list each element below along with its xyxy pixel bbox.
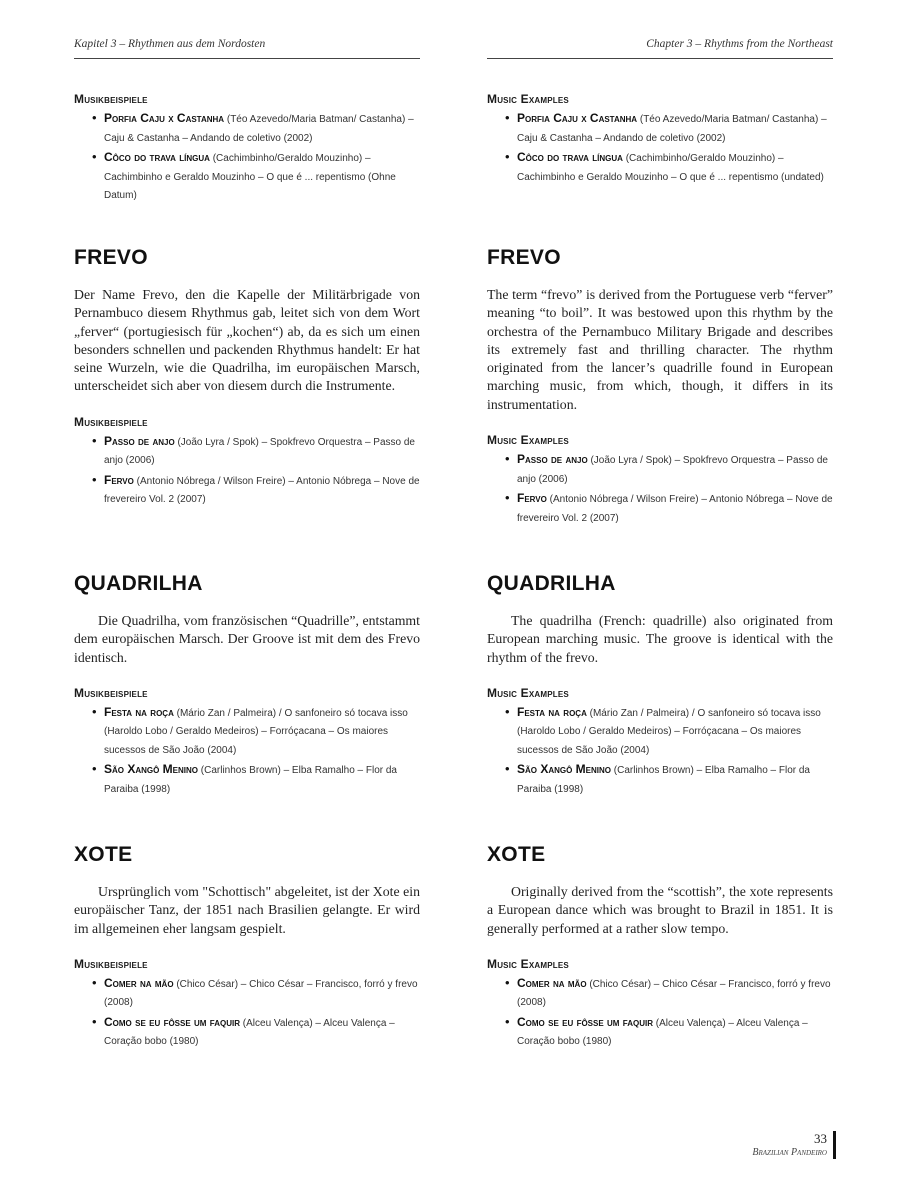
section-title: XOTE — [74, 843, 133, 866]
section-examples — [74, 957, 420, 1052]
song-title: Festa na roça — [517, 704, 587, 719]
example-item — [505, 148, 833, 187]
song-title: São Xangô Menino — [104, 762, 199, 777]
section-body: Ursprünglich vom "Schottisch" abgeleitet, ist der Xote ein europäischer Tanz, der 1851 nach Brasilien gelangte. Er wird im allgemeinen eher langsam gespielt. — [74, 884, 420, 936]
song-details: (Alceu Valença) – Alceu Valença – Coração bobo (1980) — [517, 1017, 808, 1048]
song-details: (Alceu Valença) – Alceu Valença – Coração bobo (1980) — [104, 1017, 395, 1048]
song-details: (Chico César) – Chico César – Francisco, forró y frevo (2008) — [104, 978, 418, 1009]
song-details: (Chico César) – Chico César – Francisco, forró y frevo (2008) — [517, 978, 831, 1009]
section-quadrilha-right — [487, 572, 833, 799]
section-body: Originally derived from the “scottish”, the xote represents a European dance which was brought to Brazil in 1851. It is generally performed at a rather slow tempo. — [487, 884, 833, 936]
examples-label: Music Examples — [487, 92, 569, 106]
song-title: São Xangô Menino — [517, 762, 612, 777]
song-details: (João Lyra / Spok) – Spokfrevo Orquestra – Passo de anjo (2006) — [517, 455, 828, 485]
example-item — [92, 109, 420, 148]
section-title: XOTE — [487, 843, 546, 866]
book-title: Brazilian Pandeiro — [752, 1147, 827, 1158]
song-details: (Antonio Nóbrega / Wilson Freire) – Antonio Nóbrega – Nove de frevereiro Vol. 2 (2007) — [104, 475, 420, 506]
song-details: (Mário Zan / Palmeira) / O sanfoneiro só tocava isso (Haroldo Lobo / Geraldo Medeiros) – Forróçacana – Os maiores sucessos de São João (2004) — [517, 707, 821, 756]
examples-label: Musikbeispiele — [74, 414, 148, 429]
section-body: The term “frevo” is derived from the Portuguese verb “ferver” meaning “to boil”. It was bestowed upon this rhythm by the orchestra of the Pernambuco Military Brigade and describes its extremely fast and thrilling character. The rhythm originated from the lancer’s quadrille found in European marching music, from which, though, it differs in its instrumentation. — [487, 287, 833, 412]
example-item — [92, 703, 420, 761]
section-examples — [487, 433, 833, 528]
section-examples — [487, 957, 833, 1052]
left-column — [74, 38, 420, 1048]
section-title: QUADRILHA — [487, 572, 616, 595]
song-details: (Téo Azevedo/Maria Batman/ Castanha) – Caju & Castanha – Andando de coletivo (2002) — [104, 114, 414, 144]
running-header-left: Kapitel 3 – Rhythmen aus dem Nordosten — [74, 38, 420, 59]
song-title: Côco do trava língua — [104, 150, 210, 164]
song-details: (Cachimbinho/Geraldo Mouzinho) – Cachimbinho e Geraldo Mouzinho – O que é ... repentismo (Ohne Datum) — [104, 153, 396, 201]
song-title: Comer na mão — [104, 975, 174, 990]
example-item — [505, 489, 833, 528]
section-examples — [74, 686, 420, 800]
song-title: Porfia Caju x Castanha — [517, 111, 638, 125]
example-item — [505, 1013, 833, 1052]
example-item — [505, 703, 833, 761]
examples-label: Music Examples — [487, 685, 569, 700]
example-item — [505, 109, 833, 148]
song-title: Como se eu fôsse um faquir — [104, 1014, 241, 1029]
song-title: Festa na roça — [104, 704, 174, 719]
running-header-right: Chapter 3 – Rhythms from the Northeast — [487, 38, 833, 59]
section-title: FREVO — [74, 246, 148, 269]
section-examples — [74, 415, 420, 510]
example-item — [92, 471, 420, 510]
song-title: Passo de anjo — [517, 452, 588, 467]
song-details: (Cachimbinho/Geraldo Mouzinho) – Cachimbinho e Geraldo Mouzinho – O que é ... repentismo (undated) — [517, 153, 824, 183]
examples-label: Musikbeispiele — [74, 956, 148, 971]
examples-label: Musikbeispiele — [74, 685, 148, 700]
example-item — [505, 760, 833, 799]
examples-label: Musikbeispiele — [74, 92, 148, 106]
song-title: Como se eu fôsse um faquir — [517, 1014, 654, 1029]
example-item — [505, 974, 833, 1013]
right-column — [487, 38, 833, 1048]
section-examples — [487, 686, 833, 800]
song-details: (Antonio Nóbrega / Wilson Freire) – Antonio Nóbrega – Nove de frevereiro Vol. 2 (2007) — [517, 494, 833, 524]
section-title: FREVO — [487, 246, 561, 269]
section-frevo-right — [487, 246, 833, 528]
examples-label: Music Examples — [487, 433, 569, 448]
section-frevo-left — [74, 246, 420, 510]
song-title: Côco do trava língua — [517, 150, 623, 164]
intro-examples-right — [487, 92, 833, 187]
song-details: (Téo Azevedo/Maria Batman/ Castanha) – Caju & Castanha – Andando de coletivo (2002) — [517, 114, 827, 144]
section-body: Die Quadrilha, vom französischen “Quadrille”, entstammt dem europäischen Marsch. Der Groove ist mit dem des Frevo identisch. — [74, 613, 420, 665]
section-title: QUADRILHA — [74, 572, 203, 595]
example-item — [92, 432, 420, 471]
song-details: (Mário Zan / Palmeira) / O sanfoneiro só tocava isso (Haroldo Lobo / Geraldo Medeiros) – Forróçacana – Os maiores sucessos de São João (2004) — [104, 707, 408, 756]
example-item — [505, 450, 833, 489]
section-xote-right — [487, 843, 833, 1052]
song-details: (Carlinhos Brown) – Elba Ramalho – Flor da Paraiba (1998) — [104, 765, 397, 795]
example-item — [92, 974, 420, 1013]
song-title: Porfia Caju x Castanha — [104, 111, 225, 125]
example-item — [92, 760, 420, 799]
section-body: The quadrilha (French: quadrille) also originated from European marching music. The groove is identical with the rhythm of the frevo. — [487, 613, 833, 665]
page-number: 33 — [814, 1131, 827, 1146]
song-title: Fervo — [104, 472, 134, 487]
examples-label: Music Examples — [487, 956, 569, 971]
song-title: Comer na mão — [517, 975, 587, 990]
page-footer — [752, 1131, 836, 1159]
song-title: Passo de anjo — [104, 433, 175, 448]
section-quadrilha-left — [74, 572, 420, 799]
song-details: (João Lyra / Spok) – Spokfrevo Orquestra – Passo de anjo (2006) — [104, 436, 415, 467]
intro-examples-left — [74, 92, 420, 206]
song-details: (Carlinhos Brown) – Elba Ramalho – Flor da Paraiba (1998) — [517, 765, 810, 795]
song-title: Fervo — [517, 491, 547, 506]
section-body: Der Name Frevo, den die Kapelle der Militärbrigade von Pernambuco diesem Rhythmus gab, leitet sich von dem Wort „ferver“ (portugiesisch für „kochen“) ab, da es sich um einen besonders schnellen und packenden Rhythmus handelt: Er hat seine Wurzeln, wie die Quadrilha, im europäischen Marsch, unterscheidet sich aber von diesem durch die Instrumente. — [74, 287, 420, 394]
example-item — [92, 1013, 420, 1052]
example-item — [92, 148, 420, 206]
section-xote-left — [74, 843, 420, 1052]
